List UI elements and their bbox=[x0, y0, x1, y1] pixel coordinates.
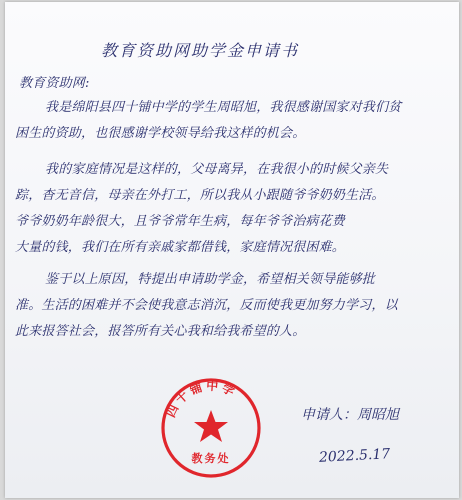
body-line-6: 大量的钱，我们在所有亲戚家都借钱，家庭情况很困难。 bbox=[15, 240, 346, 255]
signature-applicant: 申请人：周昭旭 bbox=[301, 407, 399, 423]
svg-text:四十铺中学: 四十铺中学 bbox=[163, 378, 240, 420]
star-icon bbox=[194, 410, 228, 442]
body-line-9: 此来报答社会，报答所有关心我和给我希望的人。 bbox=[15, 324, 306, 339]
salutation: 教育资助网: bbox=[19, 76, 90, 91]
body-line-4: 踪，杳无音信，母亲在外打工，所以我从小跟随爷爷奶奶生活。 bbox=[15, 188, 385, 203]
body-line-8: 准。生活的困难并不会使我意志消沉，反而使我更加努力学习，以 bbox=[15, 298, 398, 313]
body-line-3: 我的家庭情况是这样的，父母离异，在我很小的时候父亲失 bbox=[45, 162, 389, 177]
body-line-2: 困生的资助，也很感谢学校领导给我这样的机会。 bbox=[15, 126, 306, 141]
body-line-7: 鉴于以上原因，特提出申请助学金，希望相关领导能够批 bbox=[45, 272, 376, 287]
document-title: 教育资助网助学金申请书 bbox=[101, 41, 300, 60]
body-line-5: 爷爷奶奶年龄很大，且爷爷常年生病，每年爷爷治病花费 bbox=[15, 214, 346, 229]
body-line-1: 我是绵阳县四十铺中学的学生周昭旭，我很感谢国家对我们贫 bbox=[45, 100, 402, 115]
official-seal-icon bbox=[159, 376, 263, 480]
application-letter bbox=[5, 2, 459, 498]
svg-text:教务处: 教务处 bbox=[191, 452, 231, 465]
application-date: 2022.5.17 bbox=[318, 446, 391, 466]
